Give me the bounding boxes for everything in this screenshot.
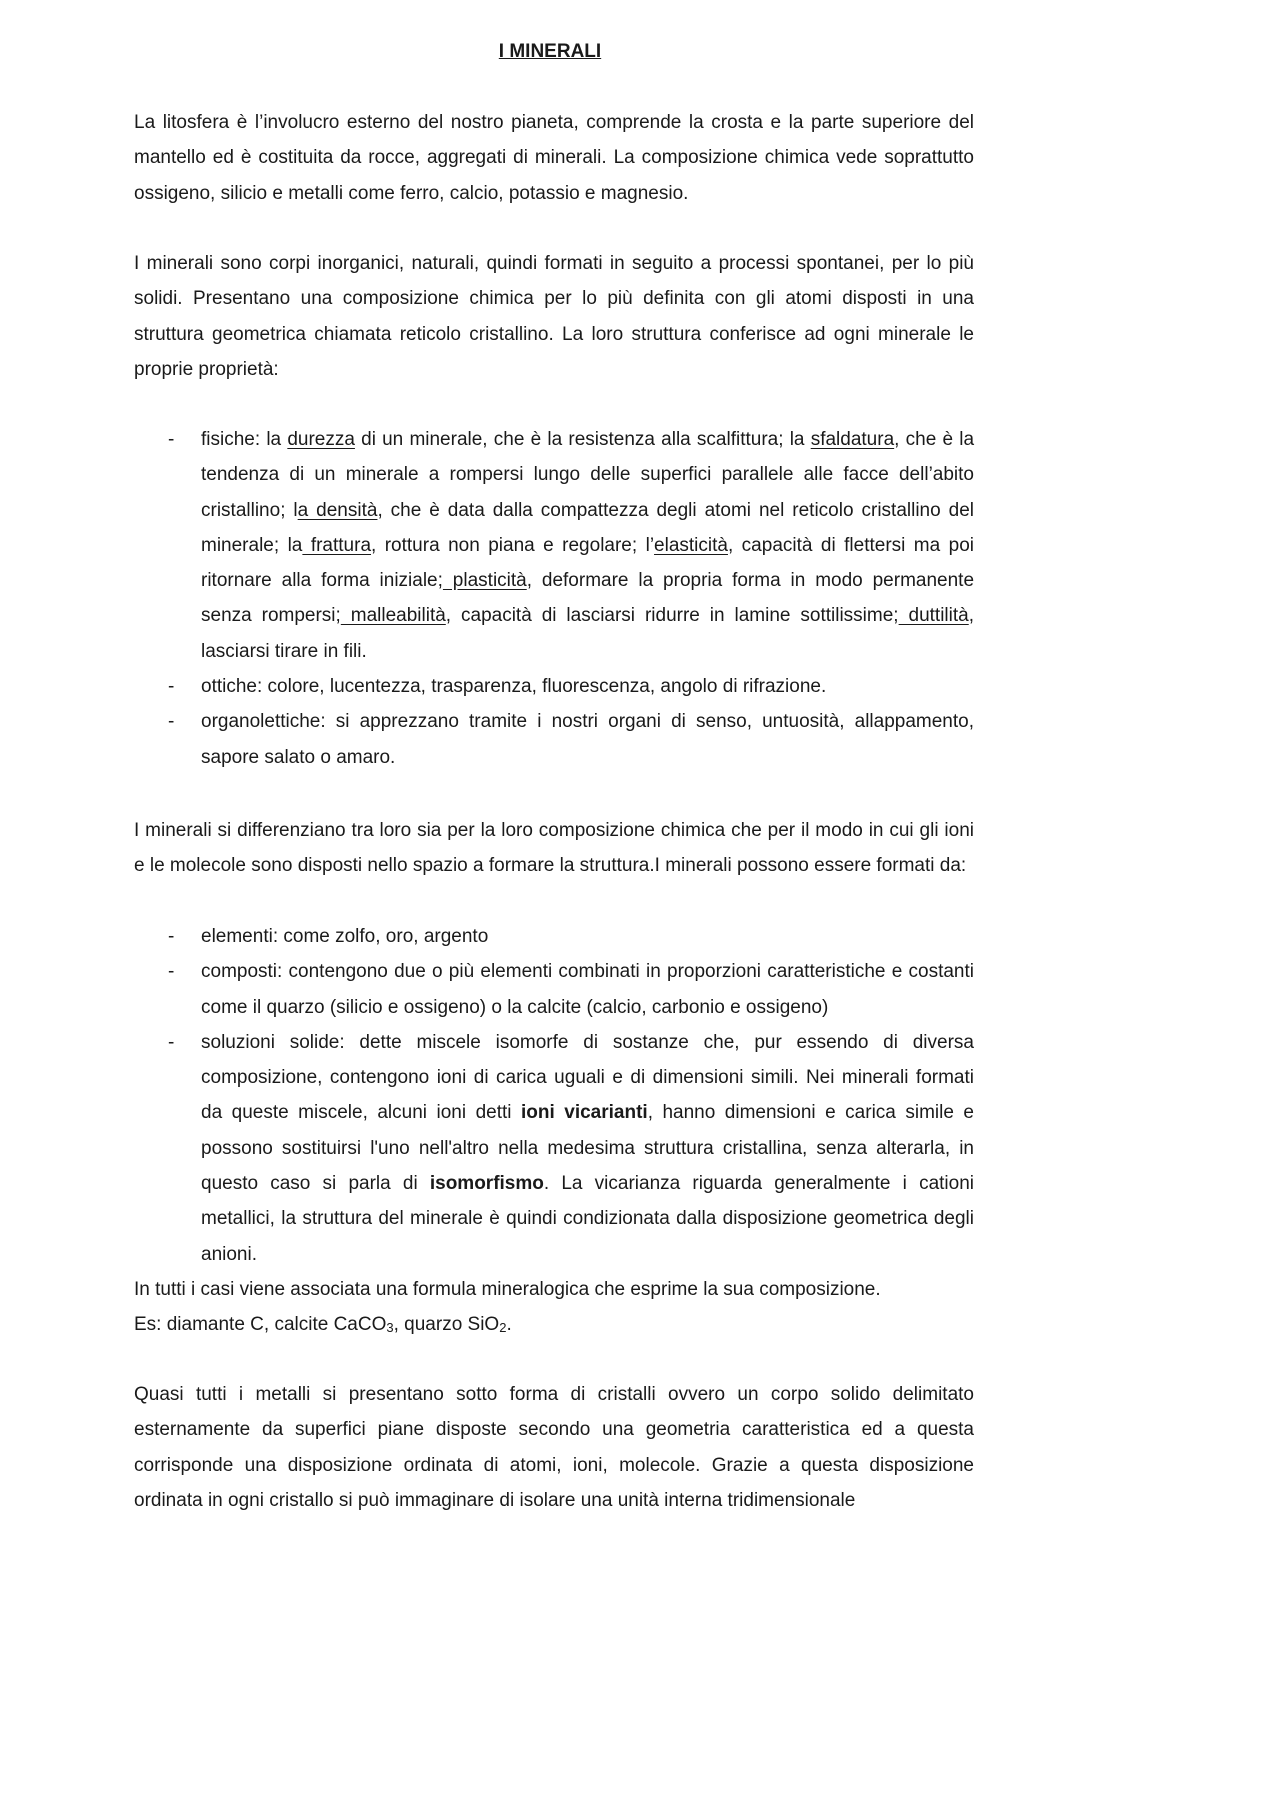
term-duttilita: duttilità xyxy=(898,605,969,627)
page-title: I MINERALI xyxy=(498,41,602,62)
paragraph-esempi: Es: diamante C, calcite CaCO$_3$, quarzo SiO$_2$. xyxy=(134,1314,512,1335)
term-durezza: durezza xyxy=(287,429,355,450)
paragraph-litosfera: La litosfera è l’involucro esterno del nostro pianeta, comprende la crosta e la parte superiore del mantello ed è costituita da rocce, aggregati di minerali. La composizione chimica vede soprattutto ossigeno, silicio e metalli come ferro, calcio, potassio e magnesio. xyxy=(134,112,974,204)
list-dash: - xyxy=(168,429,175,450)
term-densita: a densità xyxy=(297,499,378,521)
paragraph-cristalli: Quasi tutti i metalli si presentano sotto forma di cristalli ovvero un corpo solido delimitato esternamente da superfici piane disposte secondo una geometria caratteristica ed a questa corrisponde una disposizione ordinata di atomi, ioni, molecole. Grazie a questa disposizione ordinata in ogni cristallo si può immaginare di isolare una unità interna tridimensionale xyxy=(134,1384,974,1511)
list-dash: - xyxy=(168,1031,175,1053)
list-dash: - xyxy=(168,711,175,733)
term-elasticita: elasticità xyxy=(654,534,728,556)
term-isomorfismo: isomorfismo xyxy=(429,1173,544,1195)
list-dash: - xyxy=(168,961,175,983)
term-plasticita: plasticità xyxy=(442,570,527,592)
list-item-fisiche: - fisiche: la durezza di un minerale, che è la resistenza alla scalfittura; la sfaldatura, che è la tendenza di un minerale a rompersi lungo delle superfici parallele alle facce dell’abito cristallino; la densità, che è data dalla compattezza degli atomi nel reticolo cristallino del minerale; la frattura, rottura non piana e regolare; l’elasticità, capacità di flettersi ma poi ritornare alla forma iniziale; plasticità, deformare la propria forma in modo permanente senza rompersi; malleabilità, capacità di lasciarsi ridurre in lamine sottilissime; duttilità, lasciarsi tirare in fili. xyxy=(134,422,974,669)
list-item-organolettiche: - organolettiche: si apprezzano tramite i nostri organi di senso, untuosità, allappamento, sapore salato o amaro. xyxy=(134,704,974,775)
term-malleabilita: malleabilità xyxy=(340,605,446,627)
list-item-ottiche: - ottiche: colore, lucentezza, trasparenza, fluorescenza, angolo di rifrazione. xyxy=(134,669,974,704)
paragraph-minerali-definizione: I minerali sono corpi inorganici, naturali, quindi formati in seguito a processi spontanei, per lo più solidi. Presentano una composizione chimica per lo più definita con gli atomi disposti in una struttura geometrica chiamata reticolo cristallino. La loro struttura conferisce ad ogni minerale le proprie proprietà: xyxy=(134,253,974,380)
subscript-2: 2 xyxy=(499,1320,507,1335)
term-frattura: frattura xyxy=(302,534,372,556)
properties-list xyxy=(134,422,974,775)
list-item-elementi: - elementi: come zolfo, oro, argento xyxy=(134,919,974,954)
paragraph-formula: In tutti i casi viene associata una formula mineralogica che esprime la sua composizione. xyxy=(134,1279,881,1300)
paragraph-differenze: I minerali si differenziano tra loro sia per la loro composizione chimica che per il modo in cui gli ioni e le molecole sono disposti nello spazio a formare la struttura.I minerali possono essere formati da: xyxy=(134,820,974,877)
term-sfaldatura: sfaldatura xyxy=(810,429,895,450)
composition-list xyxy=(134,919,974,1272)
subscript-3: 3 xyxy=(386,1320,394,1335)
list-item-soluzioni-solide: - soluzioni solide: dette miscele isomorfe di sostanze che, pur essendo di diversa composizione, contengono ioni di carica uguali e di dimensioni simili. Nei minerali formati da queste miscele, alcuni ioni detti ioni vicarianti, hanno dimensioni e carica simile e possono sostituirsi l'uno nell'altro nella medesima struttura cristallina, senza alterarla, in questo caso si parla di isomorfismo. La vicarianza riguarda generalmente i cationi metallici, la struttura del minerale è quindi condizionata dalla disposizione geometrica degli anioni. xyxy=(134,1025,974,1272)
list-item-composti: - composti: contengono due o più elementi combinati in proporzioni caratteristiche e costanti come il quarzo (silicio e ossigeno) o la calcite (calcio, carbonio e ossigeno) xyxy=(134,954,974,1025)
list-dash: - xyxy=(168,926,175,947)
term-ioni-vicarianti: ioni vicarianti xyxy=(520,1102,648,1124)
list-dash: - xyxy=(168,676,175,698)
